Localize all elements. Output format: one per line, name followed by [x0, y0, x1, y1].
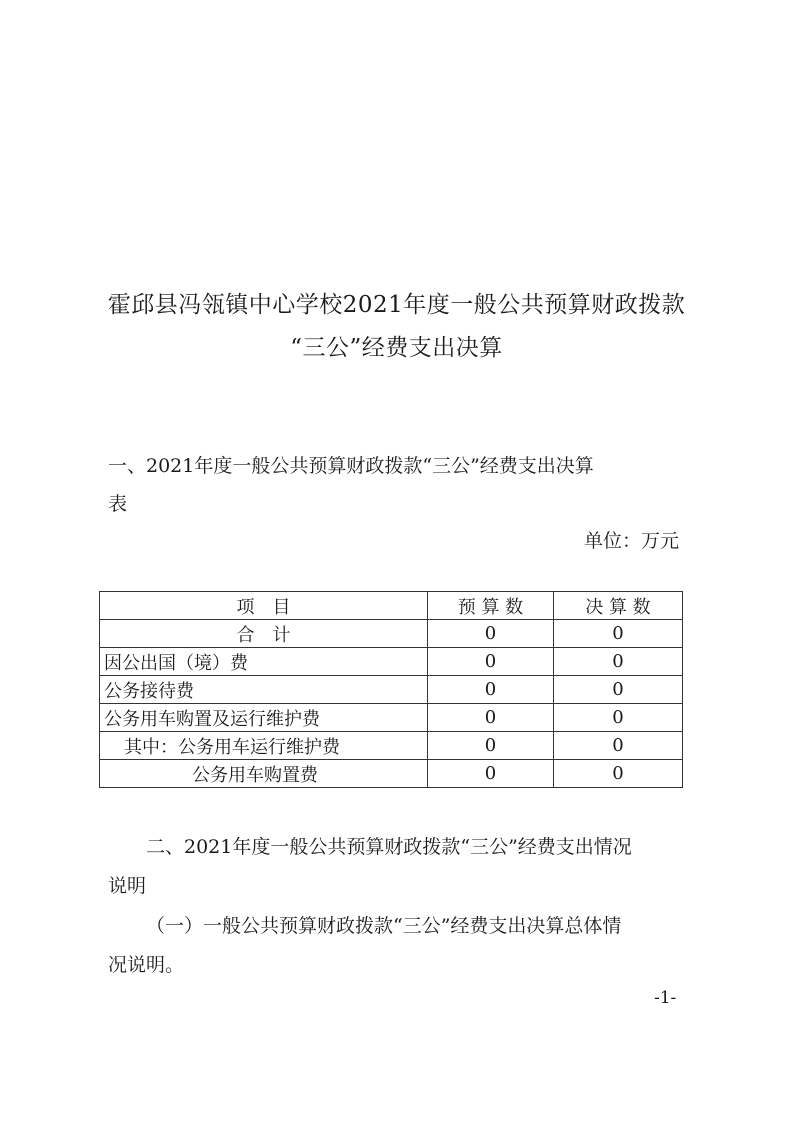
row-budget: 0	[428, 760, 554, 788]
row-label: 公务用车购置费	[100, 760, 428, 788]
table-row	[100, 648, 683, 676]
header-final: 决 算 数	[553, 592, 682, 620]
unit-label: 单位：万元	[584, 530, 680, 552]
section2-heading-line2: 说明	[108, 875, 147, 897]
expenditure-table	[99, 591, 683, 788]
page-number: -1-	[654, 988, 677, 1008]
table-row	[100, 676, 683, 704]
row-final: 0	[553, 760, 682, 788]
document-title-line1: 霍邱县冯瓴镇中心学校2021年度一般公共预算财政拨款	[107, 292, 686, 318]
section2-heading-line1: 二、2021年度一般公共预算财政拨款“三公”经费支出情况	[146, 836, 632, 858]
row-final: 0	[553, 704, 682, 732]
row-budget: 0	[428, 620, 554, 648]
table-row	[100, 620, 683, 648]
table-row	[100, 732, 683, 760]
row-budget: 0	[428, 648, 554, 676]
row-label: 公务接待费	[100, 676, 428, 704]
row-final: 0	[553, 676, 682, 704]
row-label: 合 计	[100, 620, 428, 648]
row-budget: 0	[428, 704, 554, 732]
row-budget: 0	[428, 732, 554, 760]
row-label: 因公出国（境）费	[100, 648, 428, 676]
row-final: 0	[553, 648, 682, 676]
section3-heading-line2: 况说明。	[108, 954, 185, 976]
header-item: 项 目	[100, 592, 428, 620]
document-title-line2: “三公”经费支出决算	[290, 335, 503, 361]
section1-heading-line1: 一、2021年度一般公共预算财政拨款“三公”经费支出决算	[108, 455, 594, 477]
row-label: 其中：公务用车运行维护费	[100, 732, 428, 760]
row-final: 0	[553, 620, 682, 648]
row-budget: 0	[428, 676, 554, 704]
table-row	[100, 760, 683, 788]
row-label: 公务用车购置及运行维护费	[100, 704, 428, 732]
table-header-row	[100, 592, 683, 620]
table-row	[100, 704, 683, 732]
header-budget: 预 算 数	[428, 592, 554, 620]
section1-heading-line2: 表	[108, 493, 128, 515]
row-final: 0	[553, 732, 682, 760]
section3-heading-line1: （一）一般公共预算财政拨款“三公”经费支出决算总体情	[146, 915, 622, 937]
